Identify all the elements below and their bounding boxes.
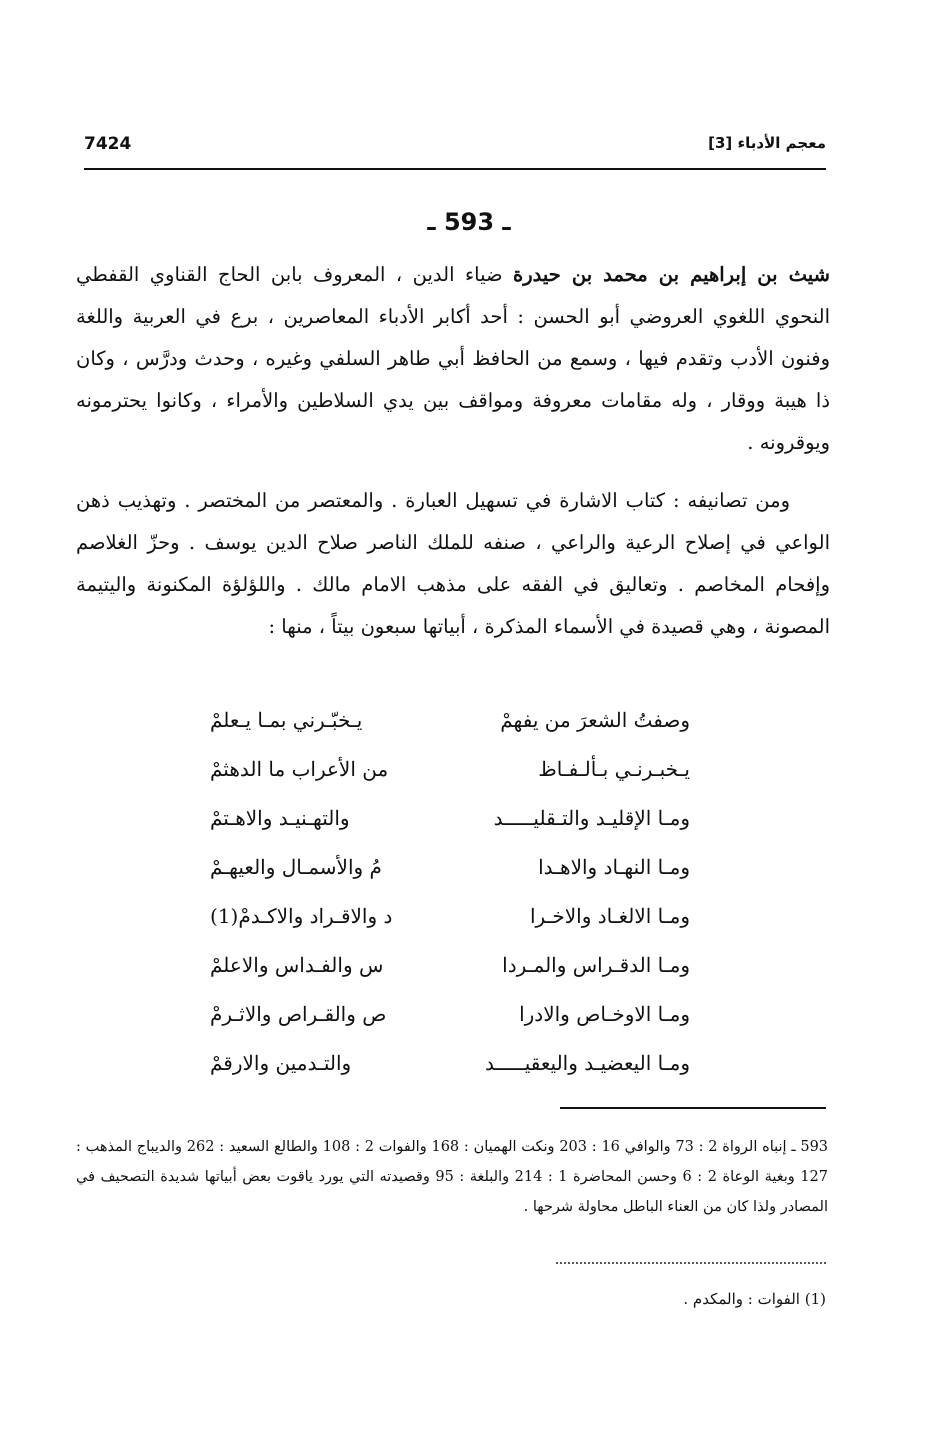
poem-verse [210,1002,690,1051]
footnote-rule [560,1107,826,1109]
page-header [84,134,826,164]
verse-first-hemistich: ومـا الاوخـاص والادرا [519,1002,690,1026]
biography-paragraph [76,254,830,464]
poem-verse [210,1051,690,1100]
entry-number: ـ 593 ـ [427,208,511,236]
verse-second-hemistich: س والفـداس والاعلمْ [210,953,384,977]
poem-verse [210,904,690,953]
verse-first-hemistich: ومـا الدقـراس والمـردا [502,953,690,977]
biography-text: ضياء الدين ، المعروف بابن الحاج القناوي القفطي النحوي اللغوي العروضي أبو الحسن : أحد أكابر الأدباء المعاصرين ، برع في العربية واللغة وفنون الأدب وتقدم فيها ، وسمع من الحافظ أبي طاهر السلفي وغيره ، وحدث ودرَّس ، وكان ذا هيبة ووقار ، وله مقامات معروفة ومواقف بين يدي السلاطين والأمراء ، وكانوا يحترمونه ويوقرونه . [76,263,830,454]
subject-name: شيث بن إبراهيم بن محمد بن حيدرة [513,263,830,286]
verse-first-hemistich: يـخبـرنـي بـألـفـاظ [538,757,690,781]
poem-verse [210,757,690,806]
verse-second-hemistich: ص والقـراص والاثـرمْ [210,1002,387,1026]
works-paragraph: ومن تصانيفه : كتاب الاشارة في تسهيل العبارة . والمعتصر من المختصر . وتهذيب ذهن الواعي في إصلاح الرعية والراعي ، صنفه للملك الناصر صلاح الدين يوسف . وحزّ الغلاصم وإفحام المخاصم . وتعاليق في الفقه على مذهب الامام مالك . واللؤلؤة المكنونة واليتيمة المصونة ، وهي قصيدة في الأسماء المذكرة ، أبياتها سبعون بيتاً ، منها : [76,489,830,638]
verse-first-hemistich: ومـا النهـاد والاهـدا [538,855,690,879]
footnote-sources: 593 ـ إنباه الرواة 2 : 73 والوافي 16 : 203 ونكت الهميان : 168 والفوات 2 : 108 والطالع السعيد : 262 والديباج المذهب : 127 وبغية الوعاة 2 : 6 وحسن المحاضرة 1 : 214 والبلغة : 95 وقصيدته التي يورد ياقوت بعض أبياتها شديدة التصحيف في المصادر ولذا كان من العناء الباطل محاولة شرحها . [76,1139,829,1215]
poem-verse [210,806,690,855]
running-title: معجم الأدباء [3] [708,134,826,152]
poem-verse [210,953,690,1002]
verse-second-hemistich: من الأعراب ما الدهثمْ [210,757,389,781]
poem-verse [210,855,690,904]
verse-second-hemistich: يـخبّـرني بمـا يـعلمْ [210,708,363,732]
header-rule [84,168,826,170]
verse-second-hemistich: د والاقـراد والاكـدمْ(1) [210,904,393,928]
poem [210,708,690,1100]
verse-first-hemistich: وصفتُ الشعرَ من يفهمْ [500,708,690,732]
footnote-dotted-rule [556,1262,826,1264]
verse-second-hemistich: مُ والأسمـال والعيهـمْ [210,855,382,879]
verse-first-hemistich: ومـا اليعضيـد واليعقيـــــد [484,1051,690,1075]
verse-second-hemistich: والتهـنيـد والاهـتمْ [210,806,350,830]
verse-second-hemistich: والتـدمين والارقمْ [210,1051,352,1075]
poem-verse [210,708,690,757]
verse-first-hemistich: ومـا الإقليـد والتـقليـــــد [493,806,690,830]
verse-first-hemistich: ومـا الالغـاد والاخـرا [529,904,690,928]
page-number: 7424 [84,134,132,154]
footnote-note: (1) الفوات : والمكدم . [683,1290,826,1308]
